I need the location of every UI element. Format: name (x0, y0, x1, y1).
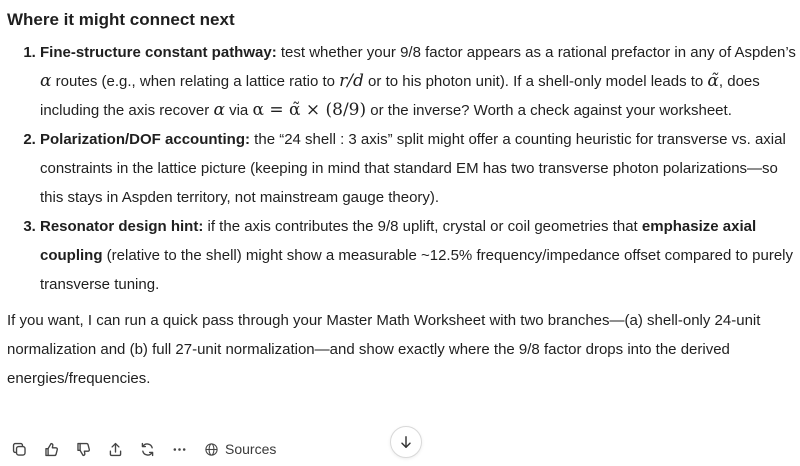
item-text: routes (e.g., when relating a lattice ratio to (51, 73, 340, 90)
arrow-down-icon (398, 434, 414, 450)
regenerate-button[interactable] (136, 438, 158, 460)
math-equation: α = α̃ × (8/9) (252, 100, 367, 120)
item-title: Polarization/DOF accounting: (40, 131, 251, 148)
sources-button[interactable] (204, 441, 276, 457)
list-item (40, 125, 797, 212)
message-actions-toolbar (8, 438, 276, 460)
item-title: Resonator design hint: (40, 218, 204, 235)
item-text: the “24 shell : 3 axis” split might offer a counting heuristic for transverse vs. axial constraints in the lattice picture (keeping in mind that standard EM has two transverse photon polarizations—so this stays in Aspden territory, not mainstream gauge theory). (40, 131, 786, 206)
list-item (40, 38, 797, 125)
section-heading: Where it might connect next (7, 10, 235, 29)
item-text: or the inverse? Worth a check against your worksheet. (366, 102, 732, 119)
math-alpha: α (213, 100, 225, 120)
math-alpha: α (40, 71, 52, 91)
item-text: via (224, 102, 253, 119)
thumbs-down-button[interactable] (72, 438, 94, 460)
item-text: (relative to the shell) might show a measurable ~12.5% frequency/impedance offset compared to purely transverse tuning. (40, 247, 794, 293)
copy-button[interactable] (8, 438, 30, 460)
share-button[interactable] (104, 438, 126, 460)
list-item (40, 212, 797, 299)
regenerate-icon (139, 441, 156, 458)
share-icon (107, 441, 124, 458)
closing-paragraph: If you want, I can run a quick pass through your Master Math Worksheet with two branches—(a) shell-only 24-unit normalization and (b) full 27-unit normalization—and show exactly where the 9/8 factor drops into the derived energies/frequencies. (7, 312, 761, 387)
scroll-to-bottom-button[interactable] (390, 426, 422, 458)
sources-label: Sources (225, 441, 277, 457)
more-options-button[interactable] (168, 438, 190, 460)
numbered-list (7, 38, 797, 299)
item-title: Fine-structure constant pathway: (40, 44, 277, 61)
more-icon (171, 441, 188, 458)
thumbs-down-icon (75, 441, 92, 458)
item-text: if the axis contributes the 9/8 uplift, crystal or coil geometries that (203, 218, 642, 235)
item-text: test whether your 9/8 factor appears as a rational prefactor in any of Aspden’s (276, 44, 796, 61)
thumbs-up-button[interactable] (40, 438, 62, 460)
assistant-message (7, 8, 797, 393)
copy-icon (11, 441, 28, 458)
item-text: or to his photon unit). If a shell-only model leads to (363, 73, 708, 90)
math-alpha-tilde: α̃ (707, 71, 719, 91)
globe-icon (204, 442, 219, 457)
item-emphasis: emphasize axial coupling (40, 218, 757, 264)
thumbs-up-icon (43, 441, 60, 458)
math-ratio: r/d (339, 71, 364, 91)
item-text: , does including the axis recover (40, 73, 760, 119)
